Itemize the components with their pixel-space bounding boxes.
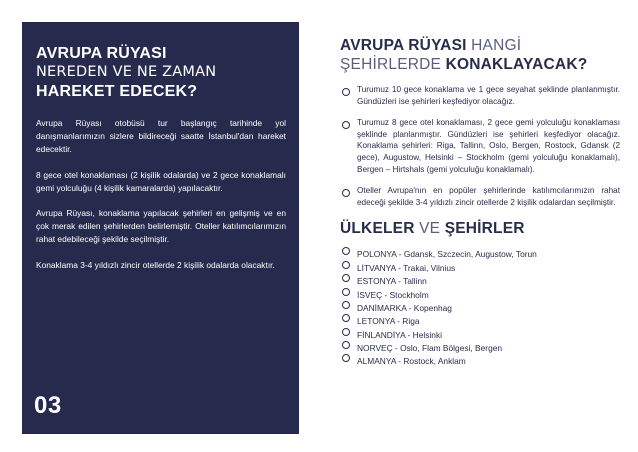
list-item — [340, 84, 620, 107]
sub-light: VE — [414, 220, 445, 238]
title-line-1: AVRUPA RÜYASI — [36, 45, 167, 62]
country-text: LİTVANYA - Trakai, Vilnius — [357, 262, 456, 273]
country-text: LETONYA - Riga — [357, 316, 420, 327]
country-text: NORVEÇ - Oslo, Flam Bölgesi, Bergen — [357, 343, 503, 354]
country-item — [340, 338, 620, 354]
circle-bullet-icon — [342, 274, 350, 282]
info-bullets — [340, 84, 620, 208]
countries-list — [340, 244, 620, 365]
country-text: ALMANYA - Rostock, Anklam — [357, 356, 466, 367]
country-item — [340, 258, 620, 271]
list-item — [340, 117, 620, 175]
circle-bullet-icon — [342, 247, 350, 255]
bullet-text: Turumuz 10 gece konaklama ve 1 gece seyahat şeklinde planlanmıştır. Gündüzleri ise şehirleri keşfediyor olacağız. — [357, 85, 620, 106]
country-item — [340, 325, 620, 338]
right-heading — [340, 36, 620, 74]
countries-heading — [340, 220, 620, 238]
circle-bullet-icon — [342, 314, 350, 322]
country-text: ESTONYA - Tallinn — [357, 276, 427, 287]
country-text: İSVEÇ - Stockholm — [357, 289, 429, 300]
title-line-3: HAREKET EDECEK? — [36, 83, 198, 100]
sub-bold-1: ÜLKELER — [340, 220, 415, 238]
left-panel — [22, 22, 299, 434]
country-text: FİNLANDİYA - Helsinki — [357, 329, 443, 340]
country-item — [340, 285, 620, 298]
heading-bold-2: KONAKLAYACAK? — [445, 56, 588, 73]
paragraph-departure: Avrupa Rüyası otobüsü tur başlangıç tarihinde yol danışmanlarımızın sizlere bildireceği saatte İstanbul'dan hareket edecektir. — [36, 118, 286, 155]
circle-bullet-icon — [342, 341, 350, 349]
country-item — [340, 271, 620, 287]
left-panel-title — [36, 44, 286, 101]
heading-light-1: HANGİ — [466, 37, 522, 54]
circle-bullet-icon — [342, 328, 350, 336]
title-line-2: NEREDEN VE NE ZAMAN — [36, 64, 217, 80]
bullet-text: Oteller Avrupa'nın en popüler şehirlerinde katılımcılarımızın rahat edeceği şekilde 3-4 yıldızlı zincir otellerde 2 kişilik odalardan seçilmiştir. — [357, 186, 620, 207]
country-text: DANİMARKA - Kopenhag — [357, 302, 452, 313]
circle-bullet-icon — [342, 261, 350, 269]
circle-bullet-icon — [342, 288, 350, 296]
paragraph-accommodation: 8 gece otel konaklaması (2 kişilik odalarda) ve 2 gece konaklamalı gemi yolculuğu (4 kişilik kamaralarda) yapılacaktır. — [36, 169, 286, 193]
circle-bullet-icon — [342, 121, 350, 129]
right-column — [340, 36, 620, 365]
left-panel-body — [36, 117, 286, 284]
paragraph-cities: Avrupa Rüyası, konaklama yapılacak şehirleri en gelişmiş ve en çok merak edilen şehirlerden belirlemiştir. Oteller katılımcılarımızın rahat edebileceği şekilde seçilmiştir. — [36, 208, 286, 245]
country-text: POLONYA - Gdansk, Szczecin, Augustow, Torun — [357, 249, 537, 260]
circle-bullet-icon — [342, 189, 350, 197]
heading-light-2: ŞEHİRLERDE — [340, 56, 446, 73]
country-item — [340, 351, 620, 367]
heading-bold-1: AVRUPA RÜYASI — [340, 37, 467, 54]
sub-bold-2: ŞEHİRLER — [444, 220, 525, 238]
country-item — [340, 244, 620, 260]
circle-bullet-icon — [342, 301, 350, 309]
circle-bullet-icon — [342, 354, 350, 362]
country-item — [340, 298, 620, 311]
country-item — [340, 311, 620, 327]
circle-bullet-icon — [342, 88, 350, 96]
page-number: 03 — [34, 392, 62, 419]
list-item — [340, 185, 620, 208]
bullet-text: Turumuz 8 gece otel konaklaması, 2 gece gemi yolculuğu konaklaması şeklinde planlanmıştır. Gündüzleri ise şehirleri keşfediyor olacağız. Konaklama şehirleri: Riga, Tallinn, Oslo, Bergen, Rostock, Gdansk (2 gece), Augustow, Helsinki – Stockholm (gemi yolculuğu konaklamalı), Bergen – Hirtshals (gemi yolculuğu konaklamalı). — [357, 118, 620, 174]
paragraph-hotels: Konaklama 3-4 yıldızlı zincir otellerde 2 kişilik odalarda olacaktır. — [36, 259, 275, 270]
